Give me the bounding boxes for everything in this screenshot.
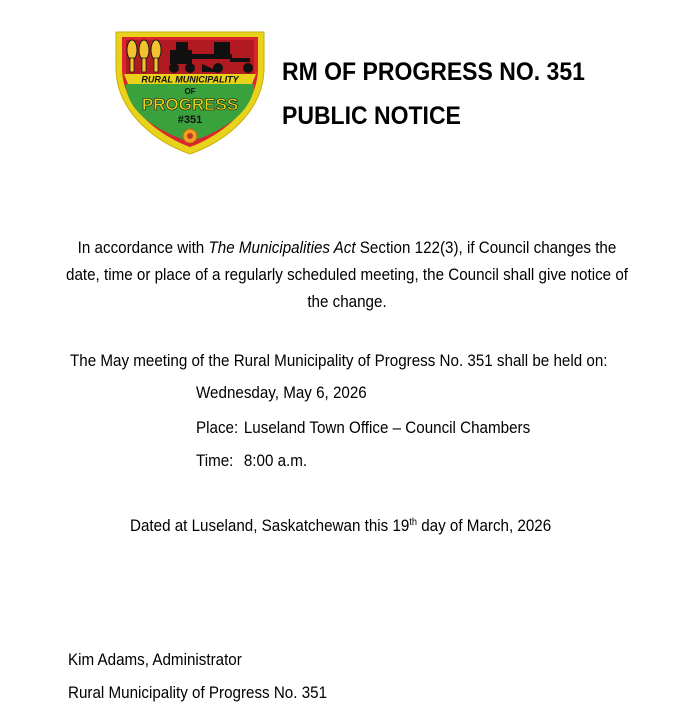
dated-post: day of March, 2026 <box>417 517 552 535</box>
dated-pre: Dated at Luseland, Saskatchewan this 19 <box>130 517 410 535</box>
time-value: 8:00 a.m. <box>243 452 308 470</box>
place-value: Luseland Town Office – Council Chambers <box>243 419 531 437</box>
flower-icon <box>183 129 197 143</box>
notice-text-post: Section 122(3), if Council changes the date, time or place of a regularly scheduled meeting, the Council shall give notice of the change. <box>65 239 628 311</box>
crest-number-text: #351 <box>177 114 203 126</box>
dated-line <box>130 517 551 536</box>
place-label: Place: <box>196 419 239 437</box>
meeting-place <box>196 419 530 438</box>
meeting-time <box>196 452 307 471</box>
time-label: Time: <box>196 452 234 470</box>
signatory-name: Kim Adams, Administrator <box>68 651 242 669</box>
crest-name-text: PROGRESS <box>141 95 239 114</box>
municipality-crest-logo <box>110 28 270 156</box>
notice-text-pre: In accordance with <box>77 239 209 257</box>
notice-paragraph <box>65 235 630 316</box>
dated-ordinal: th <box>409 517 418 528</box>
wheat-sheaf-icons <box>127 40 161 72</box>
meeting-date: Wednesday, May 6, 2026 <box>196 384 367 402</box>
meeting-intro: The May meeting of the Rural Municipality of Progress No. 351 shall be held on: <box>70 352 608 370</box>
act-name: The Municipalities Act <box>208 239 356 257</box>
page-title: RM OF PROGRESS NO. 351 <box>282 58 585 86</box>
page-subtitle: PUBLIC NOTICE <box>282 102 461 130</box>
crest-of-text: OF <box>184 87 196 96</box>
crest-svg <box>110 28 270 156</box>
crest-top-text: RURAL MUNICIPALITY <box>141 74 239 85</box>
signatory-organization: Rural Municipality of Progress No. 351 <box>68 684 328 702</box>
